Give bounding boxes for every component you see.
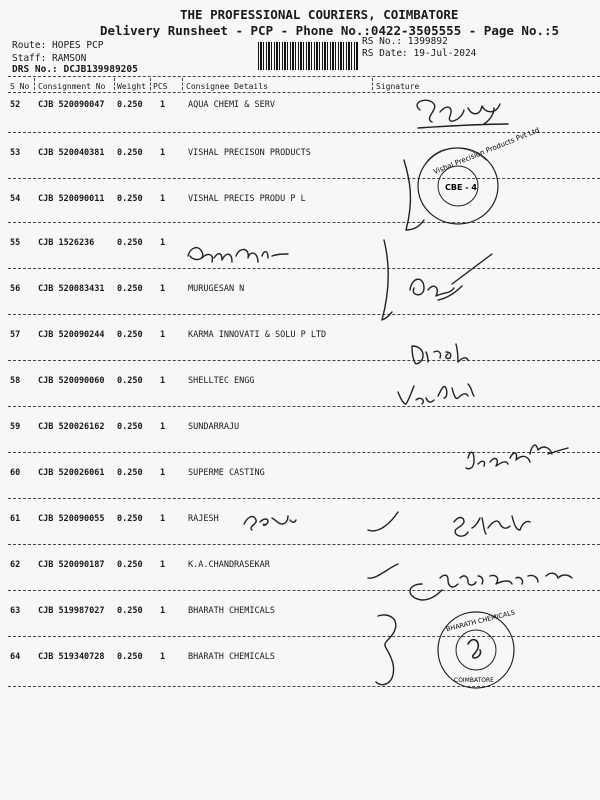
bracket-55-56 [382,240,392,320]
row-consignee: AQUA CHEMI & SERV [188,100,275,110]
row-sno: 56 [10,284,21,294]
row-sno: 57 [10,330,21,340]
row-weight: 0.250 [117,376,143,386]
row-sno: 53 [10,148,21,158]
row-consignment-no: CJB 520090187 [38,560,105,570]
row-pcs: 1 [160,652,166,662]
row-pcs: 1 [160,238,166,248]
col-header-weight: Weight [117,82,146,91]
row-sno: 55 [10,238,21,248]
row-consignment-no: CJB 519987027 [38,606,105,616]
row-weight: 0.250 [117,468,143,478]
signature-60 [466,445,568,469]
signature-58 [398,384,474,404]
row-pcs: 1 [160,148,166,158]
row-sno: 59 [10,422,21,432]
vishal-stamp-center: CBE - 4 [445,183,477,192]
row-sno: 52 [10,100,21,110]
signature-52 [417,100,508,128]
row-weight: 0.250 [117,422,143,432]
staff-label: Staff: RAMSON [12,53,87,64]
rs-date: RS Date: 19-Jul-2024 [362,48,477,59]
row-sno: 62 [10,560,21,570]
row-consignment-no: CJB 520026162 [38,422,105,432]
col-header-consignee: Consignee Details [186,82,268,91]
row-consignment-no: CJB 1526236 [38,238,95,248]
row-consignment-no: CJB 520026061 [38,468,105,478]
row-consignment-no: CJB 520090011 [38,194,105,204]
row-consignee: SUNDARRAJU [188,422,240,432]
col-header-pcs: PCS [153,82,168,91]
row-consignee: KARMA INNOVATI & SOLU P LTD [188,330,327,340]
row-sno: 58 [10,376,21,386]
row-consignee: RAJESH [188,514,219,524]
row-consignment-no: CJB 520083431 [38,284,105,294]
row-pcs: 1 [160,468,166,478]
tick-61 [368,512,398,531]
row-sno: 64 [10,652,21,662]
row-weight: 0.250 [117,284,143,294]
col-header-consignment: Consignment No [38,82,106,91]
row-sno: 60 [10,468,21,478]
row-consignee: SHELLTEC ENGG [188,376,255,386]
route-label: Route: HOPES PCP [12,40,104,51]
row-consignee: MURUGESAN N [188,284,245,294]
signature-62 [410,573,572,600]
row-pcs: 1 [160,422,166,432]
bharath-stamp-ring: BHARATH CHEMICALS [445,608,516,634]
drs-number: DRS No.: DCJB139989205 [12,64,138,75]
col-header-sno: S No [10,82,30,91]
signature-57 [412,344,468,364]
bracket-63-64 [376,615,396,685]
row-weight: 0.250 [117,148,143,158]
col-header-signature: Signature [376,82,420,91]
row-pcs: 1 [160,376,166,386]
row-consignee: BHARATH CHEMICALS [188,652,275,662]
row-weight: 0.250 [117,560,143,570]
row-pcs: 1 [160,194,166,204]
row-consignment-no: CJB 520090244 [38,330,105,340]
signature-55 [188,248,288,262]
row-pcs: 1 [160,514,166,524]
row-weight: 0.250 [117,514,143,524]
row-pcs: 1 [160,284,166,294]
row-pcs: 1 [160,560,166,570]
row-consignment-no: CJB 520090060 [38,376,105,386]
row-consignee: K.A.CHANDRASEKAR [188,560,270,570]
vishal-stamp-ring: Vishal Precision Products Pvt Ltd [432,126,541,177]
row-weight: 0.250 [117,606,143,616]
runsheet-subtitle: Delivery Runsheet - PCP - Phone No.:0422-3505555 - Page No.:5 [100,23,560,38]
row-weight: 0.250 [117,652,143,662]
row-weight: 0.250 [117,194,143,204]
row-pcs: 1 [160,330,166,340]
row-consignee: SUPERME CASTING [188,468,265,478]
row-consignee: VISHAL PRECISON PRODUCTS [188,148,311,158]
tick-62 [368,564,398,578]
bharath-stamp-bottom: COIMBATORE [454,677,494,684]
row-weight: 0.250 [117,330,143,340]
row-sno: 54 [10,194,21,204]
row-consignment-no: CJB 520090055 [38,514,105,524]
signature-56 [410,254,492,300]
row-pcs: 1 [160,100,166,110]
row-consignment-no: CJB 520040381 [38,148,105,158]
row-consignment-no: CJB 520090047 [38,100,105,110]
signature-61-inline [244,516,296,530]
row-sno: 61 [10,514,21,524]
rs-number: RS No.: 1399892 [362,36,448,47]
company-title: THE PROFESSIONAL COURIERS, COIMBATORE [180,7,459,22]
row-consignee: BHARATH CHEMICALS [188,606,275,616]
row-sno: 63 [10,606,21,616]
row-pcs: 1 [160,606,166,616]
row-consignment-no: CJB 519340728 [38,652,105,662]
row-weight: 0.250 [117,238,143,248]
row-consignee: VISHAL PRECIS PRODU P L [188,194,306,204]
signature-61 [454,516,530,536]
row-weight: 0.250 [117,100,143,110]
